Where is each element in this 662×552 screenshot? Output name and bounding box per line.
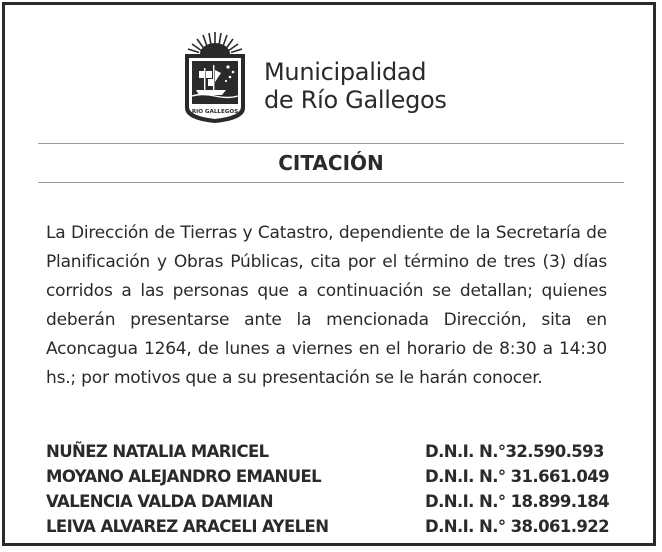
person-name: LEIVA ALVAREZ ARACELI AYELEN xyxy=(46,517,329,536)
notice-title: CITACIÓN xyxy=(278,151,384,175)
person-row xyxy=(46,514,610,539)
title-bottom-divider xyxy=(38,182,624,183)
persons-list xyxy=(46,439,610,539)
person-dni: D.N.I. N.° 18.899.184 xyxy=(425,492,610,511)
header xyxy=(0,30,662,130)
person-dni: D.N.I. N.° 38.061.922 xyxy=(425,517,610,536)
person-row xyxy=(46,439,606,464)
municipality-name xyxy=(264,58,447,114)
person-dni: D.N.I. N.° 31.661.049 xyxy=(425,467,610,486)
person-row xyxy=(46,489,610,514)
municipality-name-line1: Municipalidad xyxy=(264,58,427,86)
person-row xyxy=(46,464,610,489)
title-top-divider xyxy=(38,143,624,144)
notice-body: La Dirección de Tierras y Catastro, dependiente de la Secretaría de Planificación y Obras Públicas, cita por el término de tres (3) días corridos a las personas que a continuación se detallan; quienes deberán presentarse ante la mencionada Dirección, sita en Aconcagua 1264, de lunes a viernes en el horario de 8:30 a 14:30 hs.; por motivos que a su presentación se le harán conocer. xyxy=(46,223,607,388)
municipal-crest-logo xyxy=(182,30,248,124)
person-name: VALENCIA VALDA DAMIAN xyxy=(46,492,273,511)
person-name: MOYANO ALEJANDRO EMANUEL xyxy=(46,467,322,486)
municipality-name-line2: de Río Gallegos xyxy=(264,86,447,114)
person-name: NUÑEZ NATALIA MARICEL xyxy=(46,442,269,461)
person-dni: D.N.I. N.°32.590.593 xyxy=(425,442,604,461)
crest-label: RIO GALLEGOS xyxy=(191,109,239,115)
